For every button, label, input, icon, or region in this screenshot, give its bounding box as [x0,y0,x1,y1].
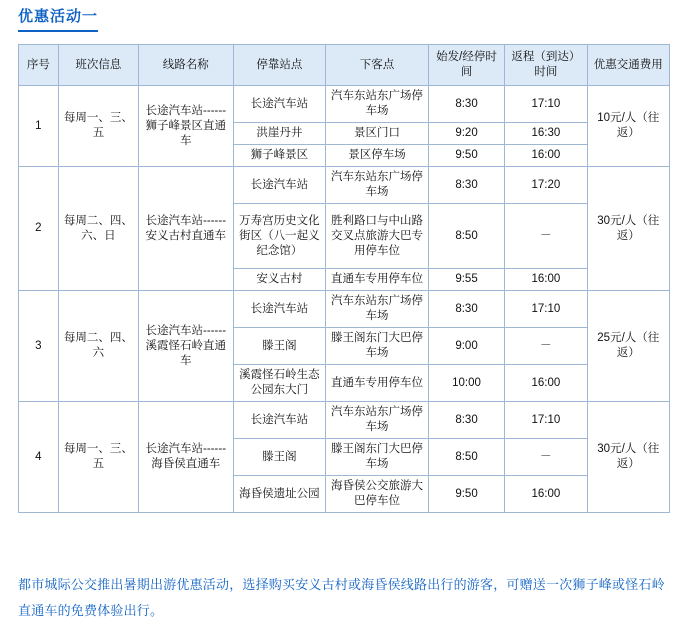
table-header [19,45,670,86]
shuttle-schedule-table [18,44,670,513]
column-header-drop: 下客点 [326,45,429,86]
cell-seq: 2 [19,167,59,291]
cell-drop: 直通车专用停车位 [326,365,429,402]
cell-return-time: 16:00 [505,476,587,513]
cell-depart-time: 8:30 [428,291,504,328]
column-header-fare: 优惠交通费用 [587,45,669,86]
cell-return-time: 16:00 [505,269,587,291]
cell-stop: 洪崖丹井 [233,123,326,145]
cell-depart-time: 8:30 [428,86,504,123]
cell-depart-time: 9:00 [428,328,504,365]
cell-batch: 每周二、四、六、日 [58,167,138,291]
cell-stop: 长途汽车站 [233,402,326,439]
cell-drop: 景区门口 [326,123,429,145]
cell-depart-time: 9:55 [428,269,504,291]
cell-drop: 汽车东站东广场停车场 [326,167,429,204]
cell-stop: 狮子峰景区 [233,145,326,167]
footnote-text: 都市城际公交推出暑期出游优惠活动，选择购买安义古村或海昏侯线路出行的游客，可赠送一次狮子峰或怪石岭直通车的免费体验出行。 [18,577,665,618]
column-header-return: 返程（到达）时间 [505,45,587,86]
cell-stop: 滕王阁 [233,328,326,365]
cell-route: 长途汽车站------海昏侯直通车 [139,402,234,513]
column-header-route: 线路名称 [139,45,234,86]
cell-batch: 每周二、四、六 [58,291,138,402]
cell-fare: 25元/人（往返） [587,291,669,402]
cell-depart-time: 8:50 [428,204,504,269]
cell-return-time: 16:00 [505,145,587,167]
cell-batch: 每周一、三、五 [58,86,138,167]
cell-return-time: 17:10 [505,291,587,328]
cell-depart-time: 8:30 [428,402,504,439]
cell-depart-time: 9:50 [428,476,504,513]
cell-depart-time: 8:50 [428,439,504,476]
cell-drop: 海昏侯公交旅游大巴停车位 [326,476,429,513]
cell-return-time: 17:10 [505,86,587,123]
cell-drop: 滕王阁东门大巴停车场 [326,328,429,365]
cell-drop: 汽车东站东广场停车场 [326,402,429,439]
cell-stop: 长途汽车站 [233,86,326,123]
column-header-stop: 停靠站点 [233,45,326,86]
cell-fare: 30元/人（往返） [587,167,669,291]
cell-drop: 滕王阁东门大巴停车场 [326,439,429,476]
cell-fare: 30元/人（往返） [587,402,669,513]
cell-return-time: 17:10 [505,402,587,439]
cell-depart-time: 8:30 [428,167,504,204]
cell-route: 长途汽车站------安义古村直通车 [139,167,234,291]
cell-return-time: 17:20 [505,167,587,204]
cell-seq: 4 [19,402,59,513]
table-row [19,291,670,328]
cell-depart-time: 9:20 [428,123,504,145]
cell-return-time: － [505,439,587,476]
cell-stop: 万寿宫历史文化街区（八一起义纪念馆） [233,204,326,269]
cell-stop: 长途汽车站 [233,291,326,328]
table-row [19,167,670,204]
cell-drop: 胜利路口与中山路交叉点旅游大巴专用停车位 [326,204,429,269]
column-header-seq: 序号 [19,45,59,86]
table-header-row [19,45,670,86]
cell-return-time: 16:00 [505,365,587,402]
column-header-batch: 班次信息 [58,45,138,86]
cell-drop: 直通车专用停车位 [326,269,429,291]
cell-seq: 3 [19,291,59,402]
cell-return-time: 16:30 [505,123,587,145]
cell-drop: 汽车东站东广场停车场 [326,86,429,123]
cell-route: 长途汽车站------溪霞怪石岭直通车 [139,291,234,402]
cell-return-time: － [505,328,587,365]
table-body [19,86,670,513]
cell-fare: 10元/人（往返） [587,86,669,167]
cell-drop: 汽车东站东广场停车场 [326,291,429,328]
cell-seq: 1 [19,86,59,167]
cell-stop: 溪霞怪石岭生态公园东大门 [233,365,326,402]
cell-route: 长途汽车站------狮子峰景区直通车 [139,86,234,167]
cell-batch: 每周一、三、五 [58,402,138,513]
cell-return-time: － [505,204,587,269]
page-title: 优惠活动一 [18,8,98,32]
table-row [19,86,670,123]
cell-stop: 滕王阁 [233,439,326,476]
cell-depart-time: 10:00 [428,365,504,402]
cell-drop: 景区停车场 [326,145,429,167]
cell-depart-time: 9:50 [428,145,504,167]
cell-stop: 安义古村 [233,269,326,291]
column-header-depart: 始发/经停时间 [428,45,504,86]
table-row [19,402,670,439]
cell-stop: 长途汽车站 [233,167,326,204]
cell-stop: 海昏侯遗址公园 [233,476,326,513]
